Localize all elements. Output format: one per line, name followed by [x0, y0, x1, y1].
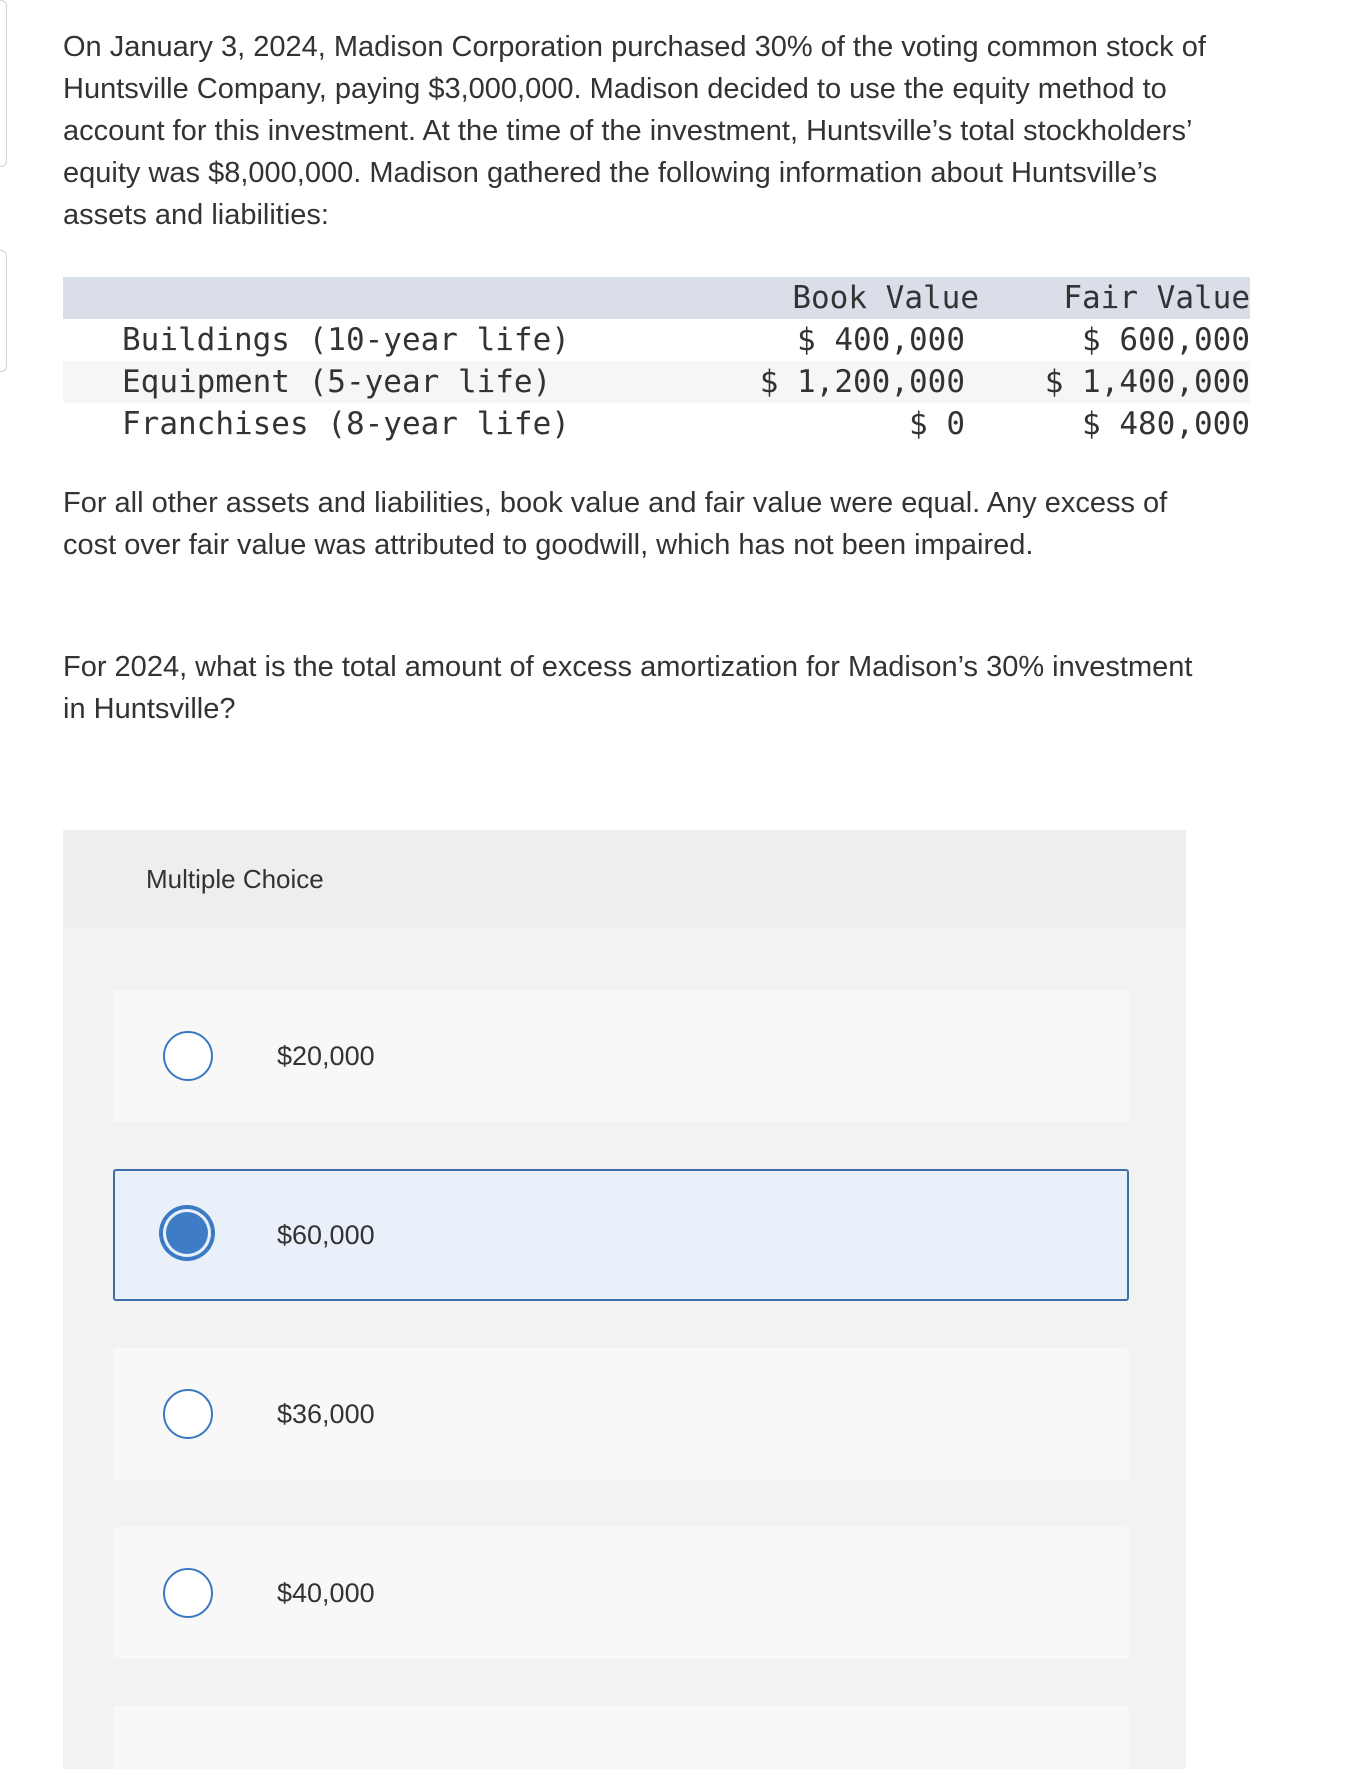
row-book-value: $ 400,000 [797, 322, 965, 358]
table-row [63, 319, 1250, 361]
multiple-choice-title: Multiple Choice [146, 864, 324, 894]
choice-option-36000[interactable] [113, 1348, 1129, 1480]
choice-option-60000[interactable] [113, 1169, 1129, 1301]
choice-label: $60,000 [277, 1220, 375, 1250]
choice-option-40000[interactable] [113, 1527, 1129, 1659]
row-label: Equipment (5-year life) [122, 364, 552, 400]
radio-unselected-icon[interactable] [163, 1031, 213, 1081]
row-fair-value: $ 600,000 [1082, 322, 1250, 358]
radio-unselected-icon[interactable] [163, 1568, 213, 1618]
row-book-value: $ 1,200,000 [759, 364, 965, 400]
row-fair-value: $ 1,400,000 [1044, 364, 1250, 400]
left-edge-tab [0, 0, 7, 167]
radio-selected-icon[interactable] [159, 1205, 215, 1261]
question-prompt: For 2024, what is the total amount of excess amortization for Madison’s 30% investment in Huntsville? [63, 651, 1193, 725]
question-note: For all other assets and liabilities, book value and fair value were equal. Any excess of cost over fair value was attributed to goodwill, which has not been impaired. [63, 487, 1168, 561]
question-intro-text: On January 3, 2024, Madison Corporation purchased 30% of the voting common stock of Huntsville Company, paying $3,000,000. Madison decided to use the equity method to account for this investment. At the time of the investment, Huntsville’s total stockholders’ equity was $8,000,000. Madison gathered the following information about Huntsville’s assets and liabilities: [63, 31, 1206, 231]
radio-unselected-icon[interactable] [163, 1389, 213, 1439]
row-fair-value: $ 480,000 [1082, 406, 1250, 442]
table-row [63, 361, 1250, 403]
choice-label: $36,000 [277, 1399, 375, 1429]
header-book-value: Book Value [792, 280, 979, 316]
value-table [63, 277, 1250, 445]
question-intro [63, 26, 1213, 236]
choice-option-partial[interactable] [113, 1706, 1129, 1769]
header-fair-value: Fair Value [1063, 280, 1250, 316]
table-row [63, 403, 1250, 445]
multiple-choice-panel [63, 830, 1186, 1769]
choice-label: $40,000 [277, 1578, 375, 1608]
choice-option-20000[interactable] [113, 990, 1129, 1122]
choice-label: $20,000 [277, 1041, 375, 1071]
left-edge-tab-lower [0, 250, 7, 372]
multiple-choice-header [63, 830, 1186, 928]
row-label: Franchises (8-year life) [122, 406, 570, 442]
row-book-value: $ 0 [909, 406, 965, 442]
table-header-row [63, 277, 1250, 319]
row-label: Buildings (10-year life) [122, 322, 570, 358]
